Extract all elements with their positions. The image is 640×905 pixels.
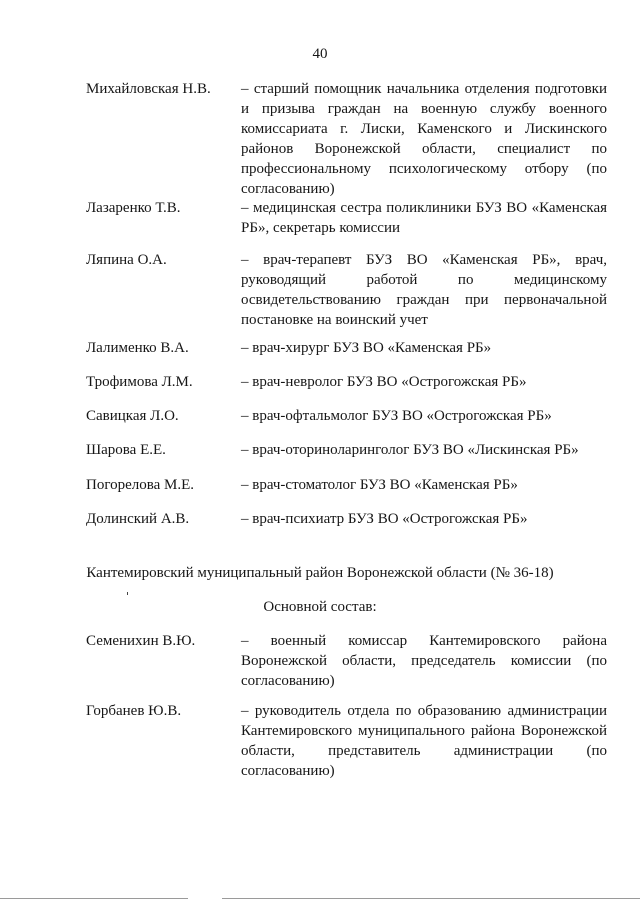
member-role: – врач-стоматолог БУЗ ВО «Каменская РБ» [241,477,518,493]
member-name: Трофимова Л.М. [86,374,193,390]
member-name: Погорелова М.Е. [86,477,195,493]
member-role: – врач-невролог БУЗ ВО «Острогожская РБ» [241,374,527,390]
member-name: Горбанев Ю.В. [86,703,182,719]
member-role: – руководитель отдела по образованию администрации Кантемировского муниципального района Воронежской области, представитель администрации (по согласованию) [241,703,607,779]
member-role: – врач-хирург БУЗ ВО «Каменская РБ» [241,340,492,356]
member-name: Шарова Е.Е. [86,442,166,458]
member-name: Михайловская Н.В. [86,81,211,97]
member-role: – врач-офтальмолог БУЗ ВО «Острогожская РБ» [241,408,552,424]
member-role: – старший помощник начальника отделения подготовки и призыва граждан на военную службу военного комиссариата г. Лиски, Каменского и Лискинского районов Воронежской области, специалист по профессиональному психологическому отбору (по согласованию) [241,81,607,197]
member-role: – врач-психиатр БУЗ ВО «Острогожская РБ» [241,511,528,527]
member-name: Ляпина О.А. [86,252,167,268]
composition-heading: Основной состав: [263,599,377,615]
member-name: Лалименко В.А. [86,340,189,356]
scan-speck [127,592,128,595]
member-role: – врач-оториноларинголог БУЗ ВО «Лискинская РБ» [241,442,579,458]
page-number: 40 [312,46,328,62]
member-name: Лазаренко Т.В. [86,200,181,216]
district-heading: Кантемировский муниципальный район Воронежской области (№ 36-18) [86,565,554,581]
member-role: – военный комиссар Кантемировского района Воронежской области, председатель комиссии (по согласованию) [241,633,607,689]
footer-rule-left [0,898,188,899]
member-name: Савицкая Л.О. [86,408,179,424]
member-role: – медицинская сестра поликлиники БУЗ ВО «Каменская РБ», секретарь комиссии [241,200,607,236]
member-role: – врач-терапевт БУЗ ВО «Каменская РБ», врач, руководящий работой по медицинскому освидетельствованию граждан при первоначальной постановке на воинский учет [241,252,607,328]
member-name: Долинский А.В. [86,511,190,527]
member-name: Семенихин В.Ю. [86,633,196,649]
footer-rule-right [222,898,640,899]
